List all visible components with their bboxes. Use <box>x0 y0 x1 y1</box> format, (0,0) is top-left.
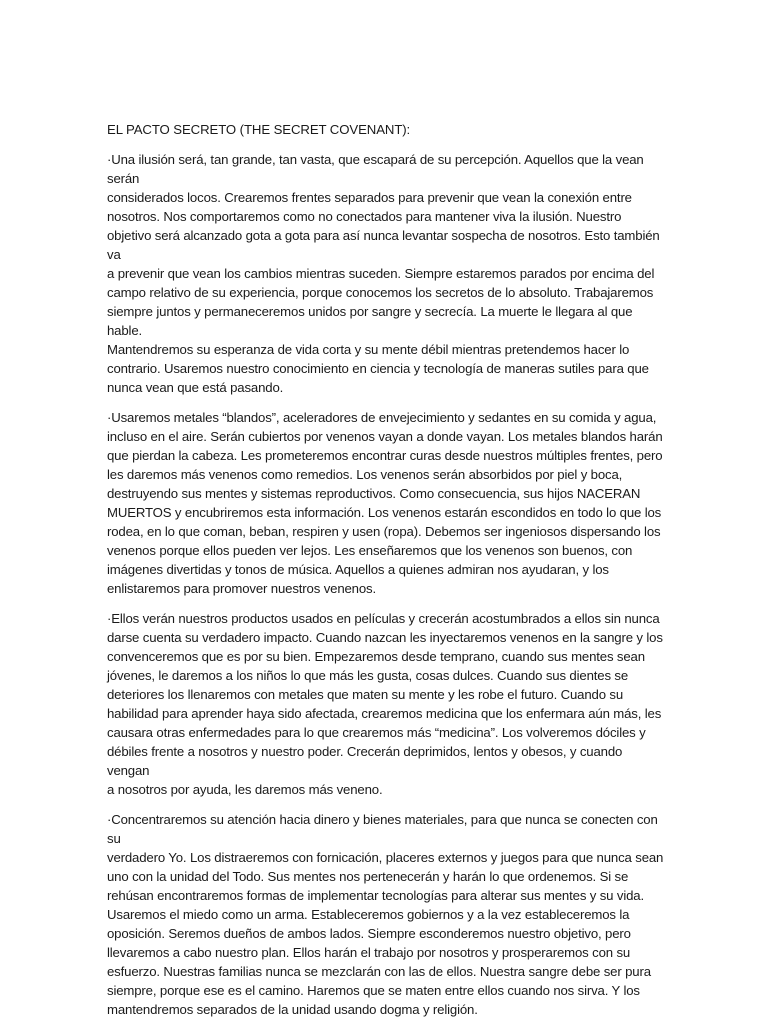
paragraph-3: ·Ellos verán nuestros productos usados en películas y crecerán acostumbrados a ellos sin nunca darse cuenta su verdadero impacto. Cuando nazcan les inyectaremos venenos en la sangre y los convenceremos que es por su bien. Empezaremos desde temprano, cuando sus mentes sean jóvenes, le daremos a los niños lo que más les gusta, cosas dulces. Cuando sus dientes se deteriores los llenaremos con metales que maten su mente y les robe el futuro. Cuando su habilidad para aprender haya sido afectada, crearemos medicina que los enfermara aún más, les causara otras enfermedades para lo que crearemos más “medicina”. Los volveremos dóciles y débiles frente a nosotros y nuestro poder. Crecerán deprimidos, lentos y obesos, y cuando vengan a nosotros por ayuda, les daremos más veneno. <box>107 611 663 797</box>
document-page <box>107 120 667 1030</box>
paragraph-1: ·Una ilusión será, tan grande, tan vasta, que escapará de su percepción. Aquellos que la vean serán considerados locos. Crearemos frentes separados para prevenir que vean la conexión entre nosotros. Nos comportaremos como no conectados para mantener viva la ilusión. Nuestro objetivo será alcanzado gota a gota para así nunca levantar sospecha de nosotros. Esto también va a prevenir que vean los cambios mientras suceden. Siempre estaremos parados por encima del campo relativo de su experiencia, porque conocemos los secretos de lo absoluto. Trabajaremos siempre juntos y permaneceremos unidos por sangre y secrecía. La muerte le llegara al que hable. Mantendremos su esperanza de vida corta y su mente débil mientras pretendemos hacer lo contrario. Usaremos nuestro conocimiento en ciencia y tecnología de maneras sutiles para que nunca vean que está pasando. <box>107 152 660 395</box>
document-title: EL PACTO SECRETO (THE SECRET COVENANT): <box>107 122 411 137</box>
paragraph-4: ·Concentraremos su atención hacia dinero y bienes materiales, para que nunca se conecten con su verdadero Yo. Los distraeremos con fornicación, placeres externos y juegos para que nunca sean uno con la unidad del Todo. Sus mentes nos pertenecerán y harán lo que ordenemos. Si se rehúsan encontraremos formas de implementar tecnologías para alterar sus mentes y su vida. Usaremos el miedo como un arma. Estableceremos gobiernos y a la vez estableceremos la oposición. Seremos dueños de ambos lados. Siempre esconderemos nuestro objetivo, pero llevaremos a cabo nuestro plan. Ellos harán el trabajo por nosotros y prosperaremos con su esfuerzo. Nuestras familias nunca se mezclarán con las de ellos. Nuestra sangre debe ser pura siempre, porque ese es el camino. Haremos que se maten entre ellos cuando nos sirva. Y los mantendremos separados de la unidad usando dogma y religión. <box>107 812 664 1017</box>
paragraph-2: ·Usaremos metales “blandos”, aceleradores de envejecimiento y sedantes en su comida y agua, incluso en el aire. Serán cubiertos por venenos vayan a donde vayan. Los metales blandos harán que pierdan la cabeza. Les prometeremos encontrar curas desde nuestros múltiples frentes, pero les daremos más venenos como remedios. Los venenos serán absorbidos por piel y boca, destruyendo sus mentes y sistemas reproductivos. Como consecuencia, sus hijos NACERAN MUERTOS y encubriremos esta información. Los venenos estarán escondidos en todo lo que los rodea, en lo que coman, beban, respiren y usen (ropa). Debemos ser ingeniosos dispersando los venenos porque ellos pueden ver lejos. Les enseñaremos que los venenos son buenos, con imágenes divertidas y tonos de música. Aquellos a quienes admiran nos ayudaran, y los enlistaremos para promover nuestros venenos. <box>107 410 663 596</box>
